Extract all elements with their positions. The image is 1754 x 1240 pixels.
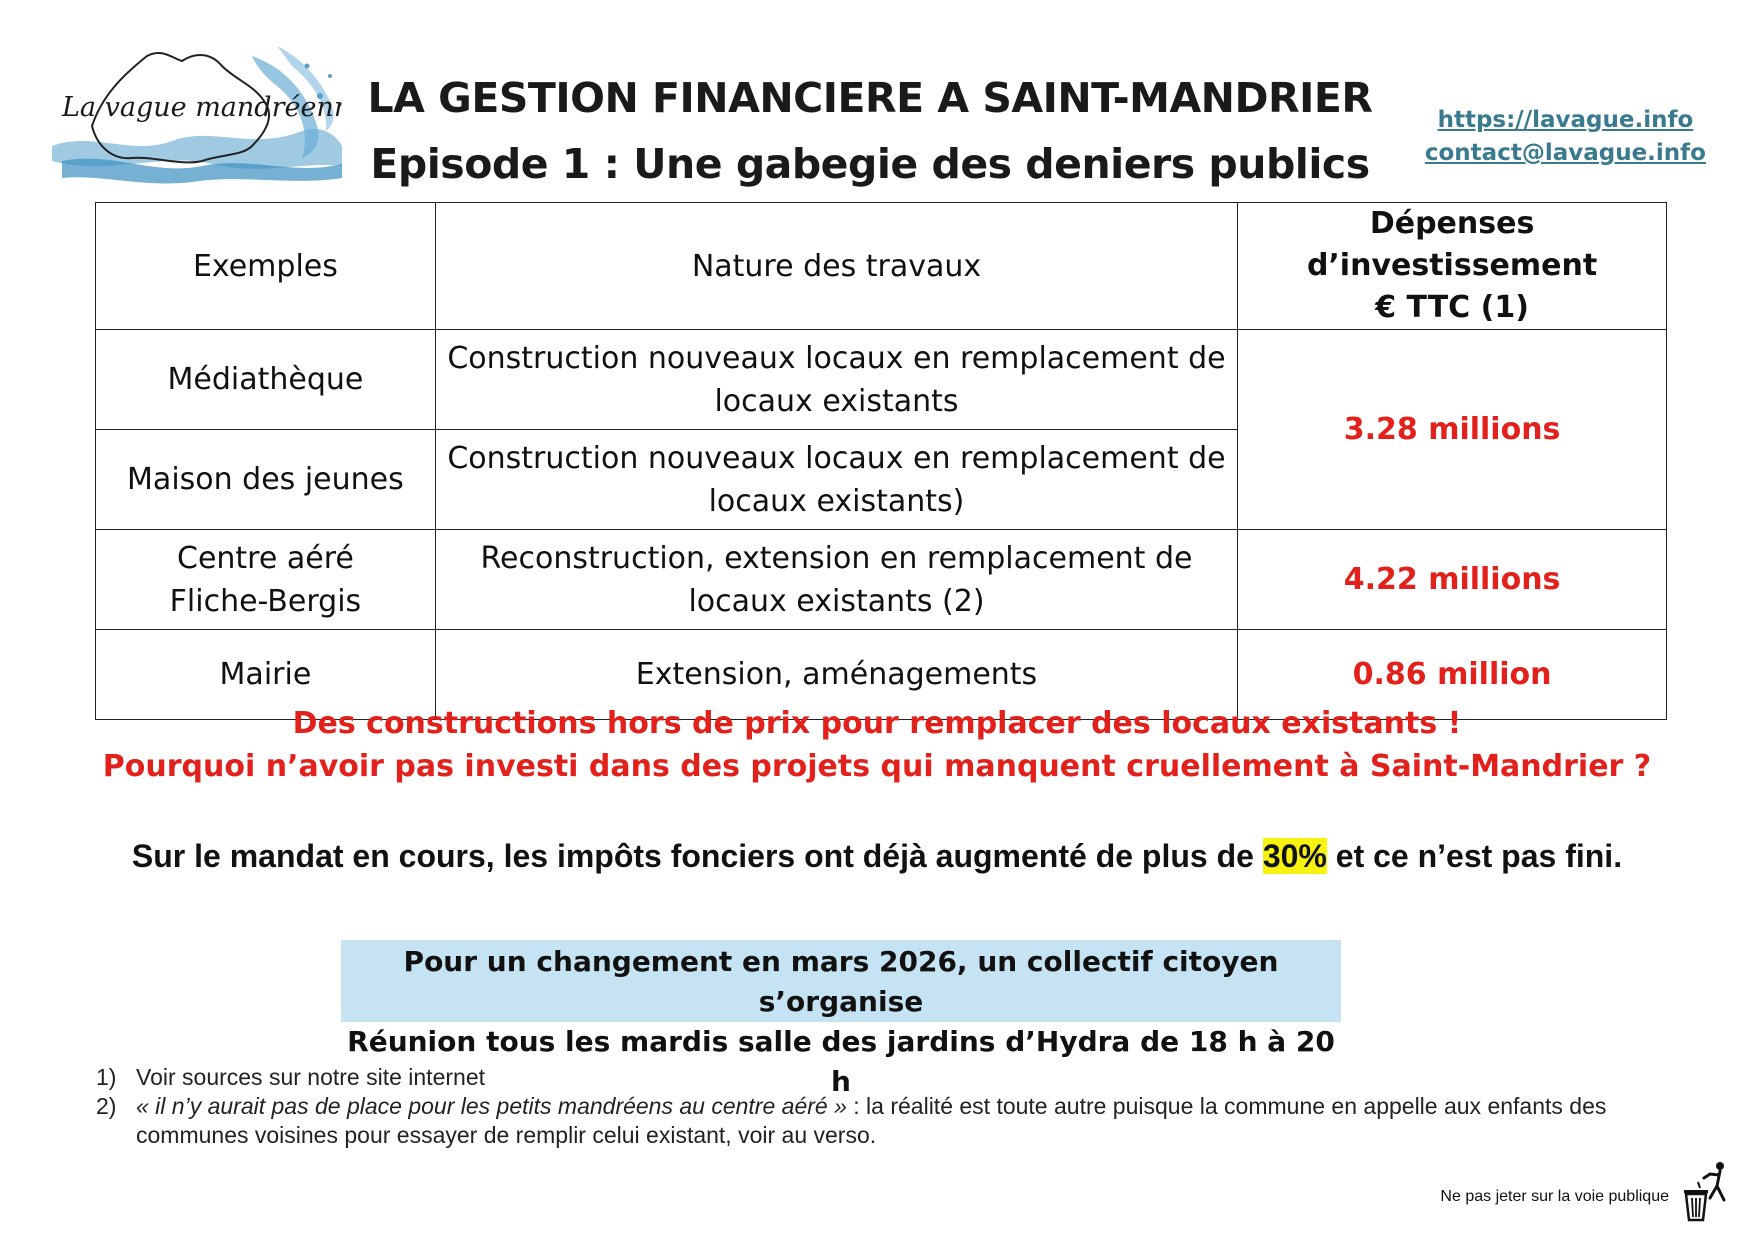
row-example: Mairie xyxy=(96,630,436,720)
table-header-row xyxy=(96,203,1667,330)
row-nature-line2: locaux existants (2) xyxy=(688,583,985,619)
row-nature-line1: Construction nouveaux locaux en remplacement de xyxy=(447,340,1226,376)
banner-line1: Pour un changement en mars 2026, un collectif citoyen s’organise xyxy=(403,945,1279,1018)
callout-line2: Pourquoi n’avoir pas investi dans des projets qui manquent cruellement à Saint-Mandrier ? xyxy=(102,749,1652,784)
row-nature xyxy=(435,330,1237,430)
statement-after: et ce n’est pas fini. xyxy=(1326,838,1623,874)
header-examples: Exemples xyxy=(96,203,436,330)
statement-before: Sur le mandat en cours, les impôts fonciers ont déjà augmenté de plus de xyxy=(131,838,1263,874)
footnote-item xyxy=(96,1092,1696,1150)
footnote-number: 1) xyxy=(96,1064,117,1090)
row-nature-line1: Construction nouveaux locaux en remplacement de xyxy=(447,440,1226,476)
footnote-text: Voir sources sur notre site internet xyxy=(136,1064,485,1090)
footnote-item xyxy=(96,1063,1696,1092)
header-expenses xyxy=(1238,203,1667,330)
page-subtitle: Episode 1 : Une gabegie des deniers publics xyxy=(370,140,1370,188)
banner-line2: Réunion tous les mardis salle des jardins d’Hydra de 18 h à 20 h xyxy=(347,1025,1335,1098)
expenses-table xyxy=(95,202,1667,720)
footnote-quote: « il n’y aurait pas de place pour les petits mandréens au centre aéré » xyxy=(136,1093,847,1119)
logo xyxy=(52,36,342,186)
header-nature: Nature des travaux xyxy=(435,203,1237,330)
footer-notice: Ne pas jeter sur la voie publique xyxy=(1440,1188,1669,1205)
statement-highlight: 30% xyxy=(1262,838,1327,874)
callout-line1: Des constructions hors de prix pour remplacer des locaux existants ! xyxy=(292,706,1462,741)
email-link[interactable]: contact@lavague.info xyxy=(1424,140,1706,166)
row-amount-shared: 3.28 millions xyxy=(1238,330,1667,530)
header-expenses-line1: Dépenses d’investissement xyxy=(1306,206,1598,283)
svg-text:La vague mandréenne: La vague mandréenne xyxy=(62,92,342,123)
row-example-line1: Centre aéré xyxy=(177,540,354,576)
row-example xyxy=(96,530,436,630)
footnote-text xyxy=(136,1092,1696,1150)
page-title: LA GESTION FINANCIERE A SAINT-MANDRIER xyxy=(367,74,1373,122)
table-row xyxy=(96,330,1667,430)
meeting-banner xyxy=(341,940,1341,1098)
header-expenses-line2: € TTC (1) xyxy=(1375,290,1529,325)
wave-logo-icon xyxy=(52,36,342,186)
website-link[interactable]: https://lavague.info xyxy=(1437,107,1694,133)
tax-statement xyxy=(0,838,1754,875)
table-row xyxy=(96,530,1667,630)
row-nature: Extension, aménagements xyxy=(435,630,1237,720)
row-nature xyxy=(435,530,1237,630)
row-example: Maison des jeunes xyxy=(96,430,436,530)
row-example-line2: Fliche-Bergis xyxy=(169,583,362,619)
row-nature xyxy=(435,430,1237,530)
trash-bin-icon xyxy=(1680,1160,1732,1222)
row-nature-line2: locaux existants) xyxy=(708,483,965,519)
row-nature-line1: Reconstruction, extension en remplacement de xyxy=(480,540,1193,576)
contact-links xyxy=(1425,104,1706,170)
row-amount: 4.22 millions xyxy=(1238,530,1667,630)
footnote-number: 2) xyxy=(96,1093,117,1119)
footnotes xyxy=(96,1063,1696,1150)
row-amount: 0.86 million xyxy=(1238,630,1667,720)
footnote-body: : la réalité est toute autre puisque la commune en appelle aux enfants des communes voisines pour essayer de remplir celui existant, voir au verso. xyxy=(136,1093,1607,1148)
row-example: Médiathèque xyxy=(96,330,436,430)
row-nature-line2: locaux existants xyxy=(714,383,959,419)
